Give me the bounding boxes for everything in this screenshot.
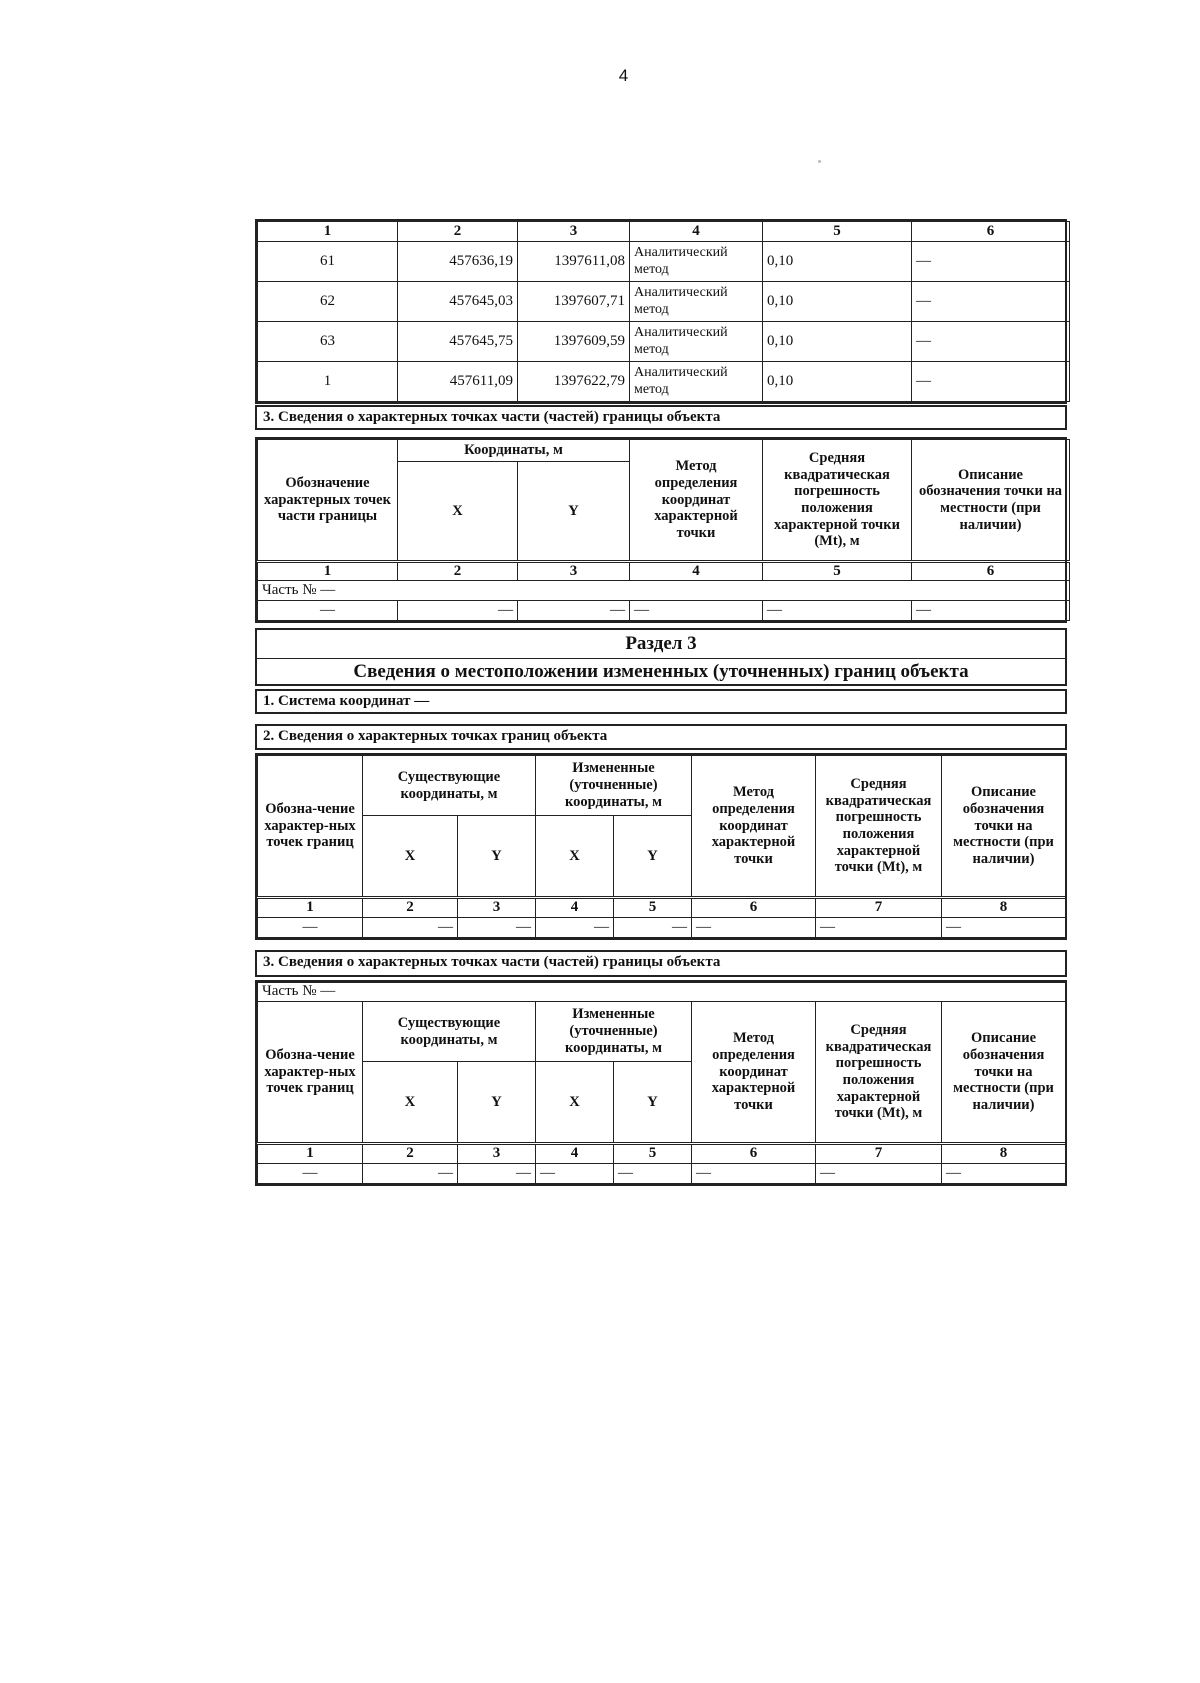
cell-dash: — (363, 1164, 458, 1184)
column-number-row (258, 562, 1070, 581)
col-num: 2 (398, 562, 518, 581)
point-id: 62 (258, 282, 398, 322)
cell-dash: — (912, 601, 1070, 621)
col-num: 7 (816, 898, 942, 918)
col-num: 5 (763, 222, 912, 242)
method: Аналитический метод (630, 242, 763, 282)
col-num: 2 (363, 1144, 458, 1164)
header-description: Описание обозначения точки на местности (при наличии) (912, 440, 1070, 562)
header-x: X (536, 1062, 614, 1144)
header-error: Средняя квадратическая погрешность положения характерной точки (Mt), м (816, 756, 942, 898)
changed-points-table (255, 753, 1067, 940)
header-row (258, 756, 1066, 816)
part-points-table (255, 437, 1067, 623)
col-num: 1 (258, 222, 398, 242)
header-existing: Существующие координаты, м (363, 1002, 536, 1062)
header-existing: Существующие координаты, м (363, 756, 536, 816)
description: — (912, 322, 1070, 362)
cell-dash: — (398, 601, 518, 621)
col-num: 1 (258, 1144, 363, 1164)
column-number-row (258, 1144, 1066, 1164)
header-method: Метод определения координат характерной точки (692, 756, 816, 898)
cell-dash: — (614, 1164, 692, 1184)
cell-dash: — (942, 1164, 1066, 1184)
cell-dash: — (258, 601, 398, 621)
table-row (258, 1164, 1066, 1184)
point-id: 61 (258, 242, 398, 282)
coord-x: 457611,09 (398, 362, 518, 402)
header-changed: Измененные (уточненные) координаты, м (536, 1002, 692, 1062)
table-row (258, 282, 1070, 322)
coord-y: 1397611,08 (518, 242, 630, 282)
col-num: 5 (763, 562, 912, 581)
col-num: 3 (458, 898, 536, 918)
header-designation: Обозна-чение характер-ных точек границ (258, 756, 363, 898)
col-num: 8 (942, 1144, 1066, 1164)
header-error: Средняя квадратическая погрешность положения характерной точки (Mt), м (816, 1002, 942, 1144)
header-row (258, 1002, 1066, 1062)
col-num: 1 (258, 898, 363, 918)
page-number: 4 (618, 66, 629, 85)
column-number-row (258, 898, 1066, 918)
col-num: 4 (536, 1144, 614, 1164)
header-y: Y (458, 816, 536, 898)
coord-x: 457645,03 (398, 282, 518, 322)
header-y: Y (518, 462, 630, 562)
coord-x: 457636,19 (398, 242, 518, 282)
method: Аналитический метод (630, 322, 763, 362)
description: — (912, 282, 1070, 322)
header-designation: Обозначение характерных точек части границы (258, 440, 398, 562)
header-y: Y (458, 1062, 536, 1144)
coordinate-system: 1. Система координат — (255, 689, 1067, 714)
points-table (257, 221, 1070, 402)
header-method: Метод определения координат характерной точки (630, 440, 763, 562)
col-num: 3 (518, 562, 630, 581)
cell-dash: — (363, 918, 458, 938)
header-method: Метод определения координат характерной точки (692, 1002, 816, 1144)
cell-dash: — (614, 918, 692, 938)
header-y: Y (614, 1062, 692, 1144)
error-value: 0,10 (763, 362, 912, 402)
col-num: 3 (518, 222, 630, 242)
table-row (258, 601, 1070, 621)
coord-y: 1397607,71 (518, 282, 630, 322)
cell-dash: — (692, 918, 816, 938)
col-num: 2 (363, 898, 458, 918)
cell-dash: — (536, 1164, 614, 1184)
col-num: 6 (692, 1144, 816, 1164)
col-num: 4 (536, 898, 614, 918)
part-label: Часть № — (258, 581, 1070, 601)
header-error: Средняя квадратическая погрешность положения характерной точки (Mt), м (763, 440, 912, 562)
header-x: X (536, 816, 614, 898)
cell-dash: — (630, 601, 763, 621)
part-label: Часть № — (258, 983, 1066, 1002)
col-num: 5 (614, 1144, 692, 1164)
col-num: 8 (942, 898, 1066, 918)
method: Аналитический метод (630, 362, 763, 402)
coord-y: 1397622,79 (518, 362, 630, 402)
header-designation: Обозна-чение характер-ных точек границ (258, 1002, 363, 1144)
column-number-row (258, 222, 1070, 242)
description: — (912, 362, 1070, 402)
cell-dash: — (816, 1164, 942, 1184)
part-points-title: 3. Сведения о характерных точках части (частей) границы объекта (255, 405, 1067, 430)
header-description: Описание обозначения точки на местности (при наличии) (942, 1002, 1066, 1144)
changed-part-table (255, 980, 1067, 1186)
cell-dash: — (763, 601, 912, 621)
points-title: 2. Сведения о характерных точках границ объекта (255, 724, 1067, 750)
col-num: 3 (458, 1144, 536, 1164)
col-num: 5 (614, 898, 692, 918)
coord-y: 1397609,59 (518, 322, 630, 362)
section-subtitle: Сведения о местоположении измененных (уточненных) границ объекта (353, 661, 969, 682)
coord-x: 457645,75 (398, 322, 518, 362)
col-num: 6 (912, 562, 1070, 581)
col-num: 2 (398, 222, 518, 242)
point-id: 63 (258, 322, 398, 362)
col-num: 6 (912, 222, 1070, 242)
description: — (912, 242, 1070, 282)
header-x: X (398, 462, 518, 562)
point-id: 1 (258, 362, 398, 402)
cell-dash: — (258, 918, 363, 938)
changed-part-title: 3. Сведения о характерных точках части (частей) границы объекта (255, 950, 1067, 977)
header-y: Y (614, 816, 692, 898)
cell-dash: — (942, 918, 1066, 938)
col-num: 1 (258, 562, 398, 581)
table-row (258, 322, 1070, 362)
header-x: X (363, 1062, 458, 1144)
header-changed: Измененные (уточненные) координаты, м (536, 756, 692, 816)
method: Аналитический метод (630, 282, 763, 322)
table-row (258, 918, 1066, 938)
col-num: 6 (692, 898, 816, 918)
header-coords: Координаты, м (398, 440, 630, 462)
header-x: X (363, 816, 458, 898)
cell-dash: — (458, 1164, 536, 1184)
error-value: 0,10 (763, 242, 912, 282)
cell-dash: — (518, 601, 630, 621)
header-description: Описание обозначения точки на местности (при наличии) (942, 756, 1066, 898)
table-row (258, 362, 1070, 402)
cell-dash: — (692, 1164, 816, 1184)
col-num: 7 (816, 1144, 942, 1164)
col-num: 4 (630, 222, 763, 242)
cell-dash: — (258, 1164, 363, 1184)
cell-dash: — (536, 918, 614, 938)
points-table-continued (255, 219, 1067, 404)
col-num: 4 (630, 562, 763, 581)
scan-speck (818, 160, 821, 163)
section-number: Раздел 3 (257, 630, 1065, 659)
table-row (258, 242, 1070, 282)
error-value: 0,10 (763, 322, 912, 362)
cell-dash: — (458, 918, 536, 938)
cell-dash: — (816, 918, 942, 938)
error-value: 0,10 (763, 282, 912, 322)
section-title (255, 628, 1067, 686)
header-row (258, 440, 1070, 462)
